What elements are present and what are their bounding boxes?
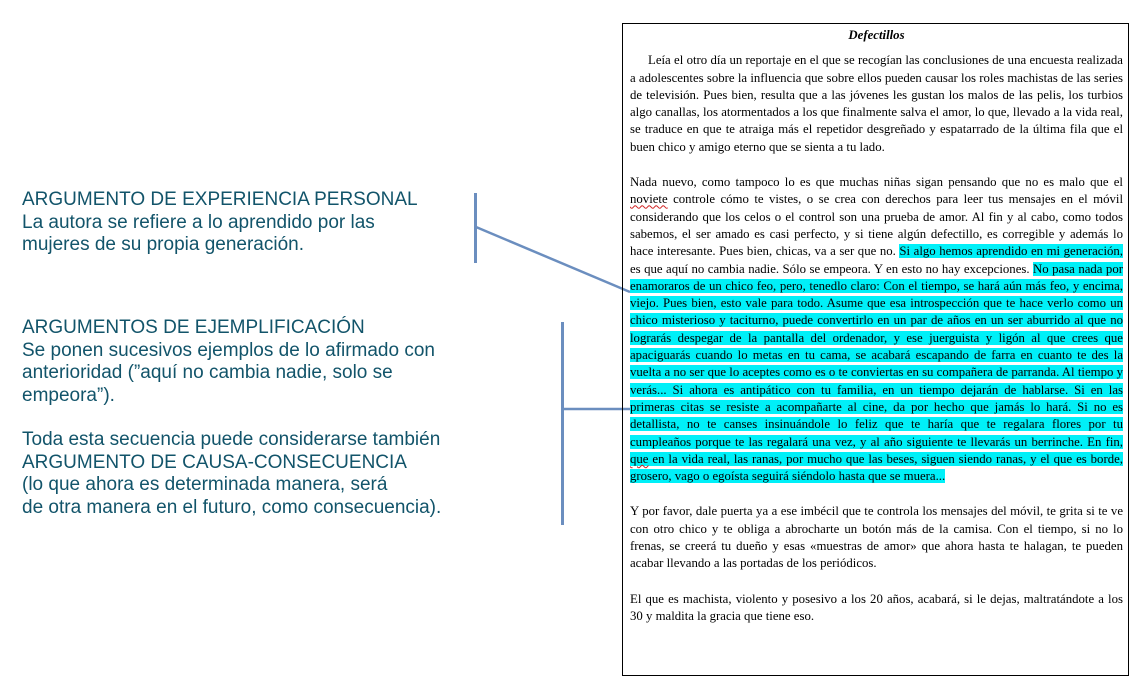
paragraph-4: El que es machista, violento y posesivo a los 20 años, acabará, si le dejas, maltratándote a los 30 y maldita la gracia que tiene eso.: [630, 591, 1123, 623]
annotation-line: de otra manera en el futuro, como consecuencia).: [22, 496, 442, 518]
annotation-heading: ARGUMENTOS DE EJEMPLIFICACIÓN: [22, 317, 365, 338]
annotation-line: anterioridad (”aquí no cambia nadie, solo se: [22, 362, 393, 383]
text-span: es que aquí no cambia nadie. Sólo se empeora. Y en esto no hay excepciones.: [630, 261, 1034, 276]
highlight-exemplification: [630, 262, 1123, 484]
text-span: en la vida real, las ranas, por mucho que las beses, siguen siendo ranas, y el que es borde, grosero, vago o egoísta seguirá siéndolo hasta que se muera...: [630, 451, 1123, 484]
connector-personal: [476, 227, 630, 292]
paragraph-1: Leía el otro día un reportaje en el que se recogían las conclusiones de una encuesta realizada a adolescentes sobre la influencia que sobre ellos pueden causar los roles machistas de las series de televisión. Pues bien, resulta que a las jóvenes les gustan los malos de las pelis, los turbios algo canallas, los atormentados a los que finalmente salva el amor, lo que, llevado a la vida real, se traduce en que te atraiga más el repetidor desgreñado y espatarrado de la última fila que el buen chico y amigo eterno que se sienta a tu lado.: [630, 53, 1123, 154]
annotation-line: (lo que ahora es determinada manera, será: [22, 474, 388, 495]
spellcheck-word: noviete: [630, 192, 668, 207]
annotation-line: mujeres de su propia generación.: [22, 234, 305, 255]
annotation-line: La autora se refiere a lo aprendido por las: [22, 211, 375, 233]
paragraph-2: [630, 174, 1123, 485]
annotation-line: Se ponen sucesivos ejemplos de lo afirmado con: [22, 339, 435, 361]
document-page: [622, 23, 1129, 676]
annotation-line: Toda esta secuencia puede considerarse también: [22, 429, 441, 450]
text-span: No pasa nada por enamoraros de un chico feo, pero, tenedlo claro: Con el tiempo, se hará aún más feo, y encima, viejo. Pues bien, esto vale para todo. Asume que esa introspección que te hace verlo como un chico misterioso y taciturno, puede convertirlo en un par de años en un ser aburrido al que no lograrás despegar de la pantalla del ordenador, y ese juerguista y ligón al que crees que apaciguarás cuando lo metas en tu cama, se acabará escapando de farra en cuanto te des la vuelta a no ser que lo aceptes como es o te conviertas en su compañera de parranda. Al tiempo y verás... Si ahora es antipático con tu familia, en un tiempo dejarán de hablarse. Si en las primeras citas se resiste a acompañarte al cine, da por hecho que jamás lo hará. Si no es detallista, no te canses insinuándole lo feliz que te haría que te regalara flores por tu cumpleaños porque te las regalará una vez, y al año siguiente te llevarás un berrinche. En fin,: [630, 261, 1123, 449]
spellcheck-word: que: [630, 451, 649, 466]
annotation-heading: ARGUMENTO DE EXPERIENCIA PERSONAL: [22, 189, 418, 210]
highlight-personal-experience: Si algo hemos aprendido en mi generación,: [899, 244, 1123, 259]
text-span: controle cómo te vistes, o se crea con derechos para leer tus mensajes en el móvil considerando que los celos o el control son una prueba de amor. Al fin y al cabo, como todos sabemos, el ser amado es casi perfecto, y si tiene algún defectillo, es corregible y además lo hace interesante. Pues bien, chicas, va a ser que no.: [630, 192, 1123, 259]
document-title: Defectillos: [848, 28, 905, 42]
paragraph-3: Y por favor, dale puerta ya a ese imbécil que te controla los mensajes del móvil, te grita si te ve con otro chico y te obliga a abrocharte un botón más de la camisa. Con el tiempo, si no lo frenas, se creerá tu dueño y esas «muestras de amor» que ahora hasta te halagan, te pueden acabar llevando a las portadas de los periódicos.: [630, 504, 1123, 571]
annotation-line: empeora”).: [22, 384, 115, 406]
annotation-line: ARGUMENTO DE CAUSA-CONSECUENCIA: [22, 451, 407, 473]
text-span: Nada nuevo, como tampoco lo es que muchas niñas sigan pensando que no es malo que el: [630, 175, 1123, 190]
